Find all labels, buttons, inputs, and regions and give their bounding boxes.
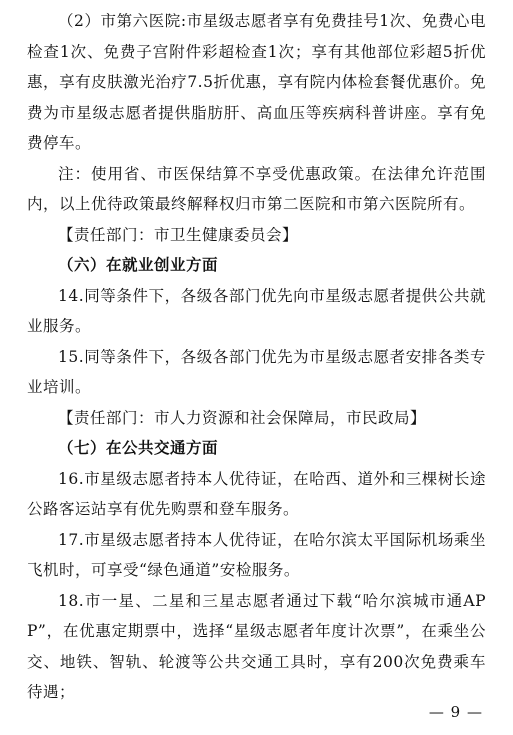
paragraph-responsible-hr: 【责任部门：市人力资源和社会保障局，市民政局】 <box>58 408 427 427</box>
section-heading-transport: （七）在公共交通方面 <box>58 438 219 457</box>
paragraph-item-14: 14.同等条件下，各级各部门优先向市星级志愿者提供公共就业服务。 <box>27 286 486 335</box>
paragraph-item-16: 16.市星级志愿者持本人优待证，在哈西、道外和三棵树长途公路客运站享有优先购票和登车服务。 <box>27 469 486 518</box>
paragraph-item-15: 15.同等条件下，各级各部门优先为市星级志愿者安排各类专业培训。 <box>27 347 486 396</box>
section-heading-employment: （六）在就业创业方面 <box>58 255 219 274</box>
page-number: — 9 — <box>428 703 483 721</box>
paragraph-hospital-six: （2）市第六医院:市星级志愿者享有免费挂号1次、免费心电检查1次、免费子宫附件彩超检查1次；享有其他部位彩超5折优惠，享有皮肤激光治疗7.5折优惠，享有院内体检套餐优惠价。免费为市星级志愿者提供脂肪肝、高血压等疾病科普讲座。享有免费停车。 <box>27 12 486 152</box>
paragraph-item-18: 18.市一星、二星和三星志愿者通过下载“哈尔滨城市通APP”，在优惠定期票中，选择“星级志愿者年度计次票”，在乘坐公交、地铁、智轨、轮渡等公共交通工具时，享有200次免费乘车待遇； <box>27 591 486 701</box>
paragraph-responsible-health: 【责任部门：市卫生健康委员会】 <box>58 225 299 244</box>
paragraph-note: 注：使用省、市医保结算不享受优惠政策。在法律允许范围内，以上优待政策最终解释权归市第二医院和市第六医院所有。 <box>27 164 486 213</box>
paragraph-item-17: 17.市星级志愿者持本人优待证，在哈尔滨太平国际机场乘坐飞机时，可享受“绿色通道”安检服务。 <box>27 530 486 579</box>
